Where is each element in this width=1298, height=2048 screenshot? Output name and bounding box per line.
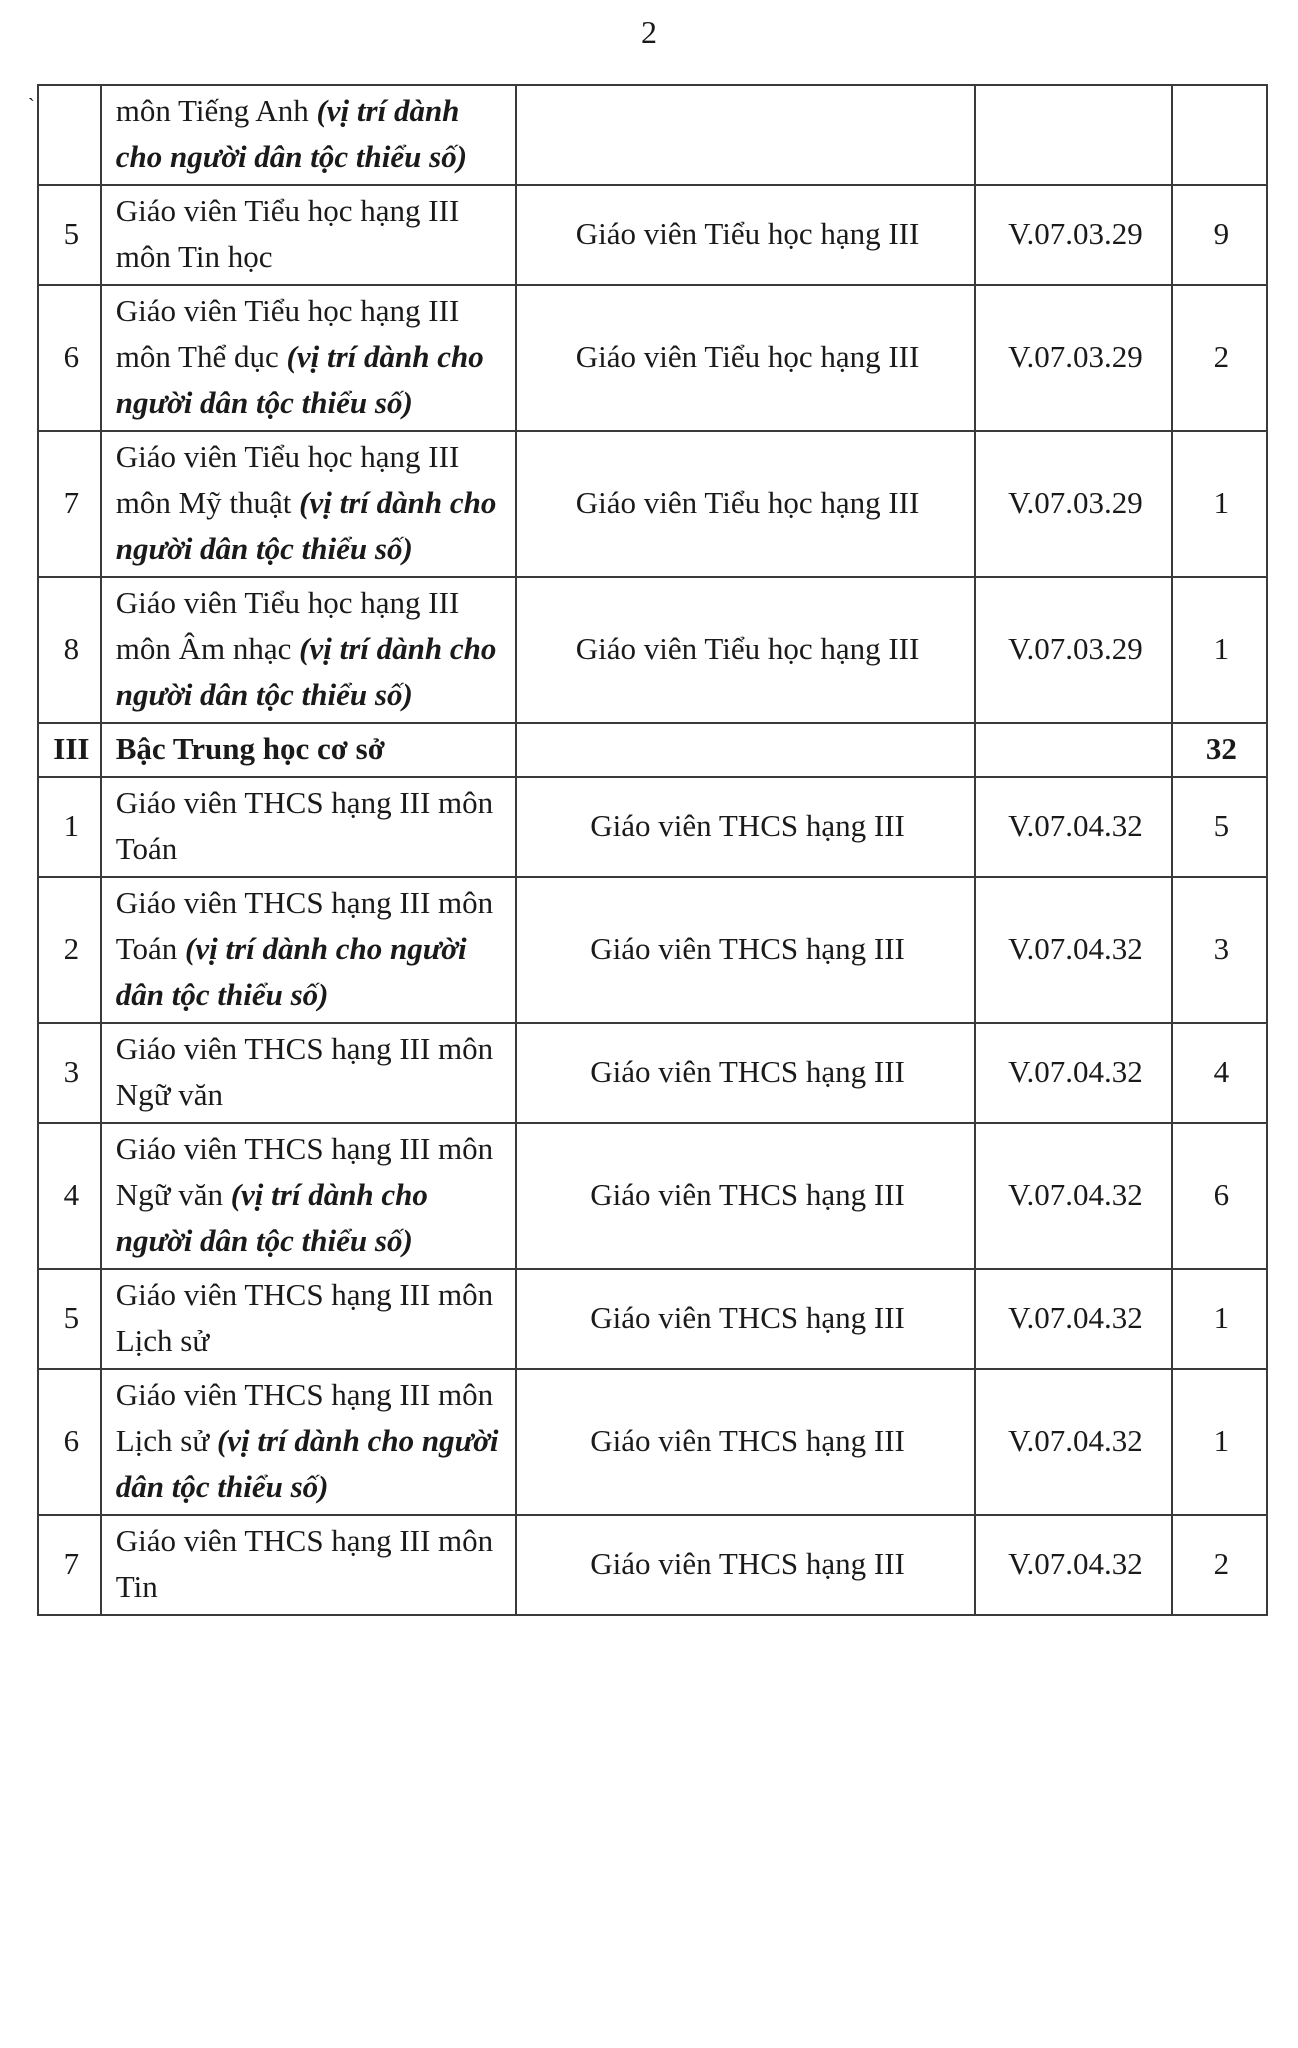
row-number: 7 xyxy=(38,431,101,577)
row-number: 6 xyxy=(38,1369,101,1515)
job-title: Giáo viên Tiểu học hạng III xyxy=(516,185,975,285)
quantity xyxy=(1172,85,1267,185)
quantity: 1 xyxy=(1172,1269,1267,1369)
quantity: 1 xyxy=(1172,1369,1267,1515)
position-name: Giáo viên THCS hạng III môn Ngữ văn xyxy=(115,1031,494,1112)
position-cell xyxy=(101,723,516,777)
position-cell xyxy=(101,1369,516,1515)
row-number: III xyxy=(38,723,101,777)
position-note: (vị trí dành cho người dân tộc thiểu số) xyxy=(115,339,484,420)
position-cell xyxy=(101,1269,516,1369)
job-title: Giáo viên Tiểu học hạng III xyxy=(516,577,975,723)
job-title xyxy=(516,723,975,777)
position-name: Giáo viên Tiểu học hạng III môn Tin học xyxy=(115,193,460,274)
table-row xyxy=(38,577,1267,723)
position-cell xyxy=(101,577,516,723)
table-row xyxy=(38,1269,1267,1369)
job-code: V.07.03.29 xyxy=(975,285,1172,431)
job-title: Giáo viên Tiểu học hạng III xyxy=(516,285,975,431)
position-note: (vị trí dành cho người dân tộc thiểu số) xyxy=(115,93,468,174)
position-cell xyxy=(101,1123,516,1269)
section-row xyxy=(38,723,1267,777)
table-row xyxy=(38,777,1267,877)
row-number: 7 xyxy=(38,1515,101,1615)
table-row xyxy=(38,1515,1267,1615)
row-number: 6 xyxy=(38,285,101,431)
row-number: 2 xyxy=(38,877,101,1023)
quantity: 2 xyxy=(1172,1515,1267,1615)
position-name: Giáo viên THCS hạng III môn Toán xyxy=(115,785,494,866)
position-note: (vị trí dành cho người dân tộc thiểu số) xyxy=(115,485,497,566)
table-row xyxy=(38,85,1267,185)
job-title: Giáo viên THCS hạng III xyxy=(516,777,975,877)
job-code: V.07.03.29 xyxy=(975,431,1172,577)
quantity: 32 xyxy=(1172,723,1267,777)
position-name: Giáo viên Tiểu học hạng III môn Thể dục xyxy=(115,293,460,374)
position-name: Giáo viên THCS hạng III môn Ngữ văn xyxy=(115,1131,494,1212)
quantity: 1 xyxy=(1172,431,1267,577)
page-number: 2 xyxy=(641,14,657,50)
position-note: (vị trí dành cho người dân tộc thiểu số) xyxy=(115,1423,499,1504)
quantity: 6 xyxy=(1172,1123,1267,1269)
table-row xyxy=(38,285,1267,431)
job-code: V.07.04.32 xyxy=(975,1369,1172,1515)
row-number: 1 xyxy=(38,777,101,877)
job-title: Giáo viên THCS hạng III xyxy=(516,1023,975,1123)
position-cell xyxy=(101,777,516,877)
row-number: 5 xyxy=(38,185,101,285)
position-note: (vị trí dành cho người dân tộc thiểu số) xyxy=(115,931,467,1012)
position-name: Giáo viên THCS hạng III môn Lịch sử xyxy=(115,1277,494,1358)
position-name: Giáo viên Tiểu học hạng III môn Mỹ thuật xyxy=(115,439,460,520)
table-row xyxy=(38,877,1267,1023)
row-number: 4 xyxy=(38,1123,101,1269)
position-name: Giáo viên THCS hạng III môn Toán xyxy=(115,885,494,966)
position-cell xyxy=(101,1515,516,1615)
table-body xyxy=(38,85,1267,1615)
job-title: Giáo viên THCS hạng III xyxy=(516,1123,975,1269)
row-number xyxy=(38,85,101,185)
quantity: 3 xyxy=(1172,877,1267,1023)
job-code: V.07.04.32 xyxy=(975,1023,1172,1123)
recruitment-table xyxy=(37,84,1268,1616)
position-name: Bậc Trung học cơ sở xyxy=(115,731,385,766)
quantity: 2 xyxy=(1172,285,1267,431)
stray-mark: ` xyxy=(28,95,35,117)
quantity: 5 xyxy=(1172,777,1267,877)
table-row xyxy=(38,1023,1267,1123)
row-number: 8 xyxy=(38,577,101,723)
job-code: V.07.03.29 xyxy=(975,185,1172,285)
position-cell xyxy=(101,1023,516,1123)
table-row xyxy=(38,1123,1267,1269)
table-row xyxy=(38,1369,1267,1515)
job-code: V.07.04.32 xyxy=(975,1123,1172,1269)
row-number: 3 xyxy=(38,1023,101,1123)
table-row xyxy=(38,431,1267,577)
job-code: V.07.04.32 xyxy=(975,877,1172,1023)
row-number: 5 xyxy=(38,1269,101,1369)
job-title: Giáo viên Tiểu học hạng III xyxy=(516,431,975,577)
job-title: Giáo viên THCS hạng III xyxy=(516,1269,975,1369)
quantity: 1 xyxy=(1172,577,1267,723)
position-cell xyxy=(101,85,516,185)
job-code xyxy=(975,85,1172,185)
position-name: Giáo viên THCS hạng III môn Tin xyxy=(115,1523,494,1604)
quantity: 4 xyxy=(1172,1023,1267,1123)
job-title xyxy=(516,85,975,185)
position-cell xyxy=(101,431,516,577)
job-code: V.07.04.32 xyxy=(975,1515,1172,1615)
position-note: (vị trí dành cho người dân tộc thiểu số) xyxy=(115,1177,428,1258)
job-code: V.07.03.29 xyxy=(975,577,1172,723)
position-cell xyxy=(101,285,516,431)
job-title: Giáo viên THCS hạng III xyxy=(516,877,975,1023)
position-cell xyxy=(101,185,516,285)
job-title: Giáo viên THCS hạng III xyxy=(516,1515,975,1615)
job-code: V.07.04.32 xyxy=(975,1269,1172,1369)
position-note: (vị trí dành cho người dân tộc thiểu số) xyxy=(115,631,497,712)
quantity: 9 xyxy=(1172,185,1267,285)
job-code: V.07.04.32 xyxy=(975,777,1172,877)
position-name: Giáo viên THCS hạng III môn Lịch sử xyxy=(115,1377,494,1458)
table-row xyxy=(38,185,1267,285)
position-name: môn Tiếng Anh xyxy=(115,93,309,128)
position-cell xyxy=(101,877,516,1023)
position-name: Giáo viên Tiểu học hạng III môn Âm nhạc xyxy=(115,585,460,666)
job-code xyxy=(975,723,1172,777)
job-title: Giáo viên THCS hạng III xyxy=(516,1369,975,1515)
